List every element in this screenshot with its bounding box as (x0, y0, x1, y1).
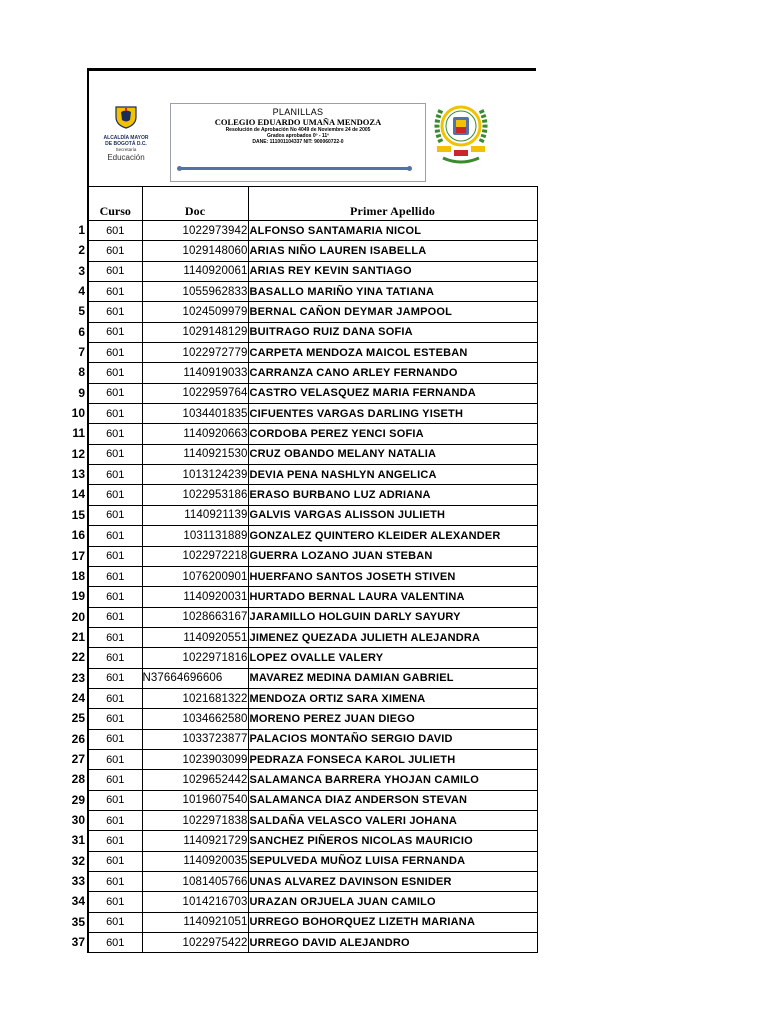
row-number: 24 (71, 690, 85, 705)
doc-cell: 1140921051 (142, 912, 248, 932)
row-number: 17 (71, 548, 85, 563)
row-number: 26 (71, 731, 85, 746)
table-row (88, 831, 537, 851)
logo-text-line4: Educación (107, 153, 145, 162)
doc-cell: 1023903099 (142, 749, 248, 769)
table-header-row (88, 187, 537, 221)
table-row (88, 648, 537, 668)
name-cell: URAZAN ORJUELA JUAN CAMILO (248, 892, 537, 912)
doc-cell: 1140919033 (142, 363, 248, 383)
doc-cell: N37664696606 (142, 668, 248, 688)
name-cell: LOPEZ OVALLE VALERY (248, 648, 537, 668)
table-row (88, 546, 537, 566)
table-row (88, 424, 537, 444)
curso-cell: 601 (88, 831, 142, 851)
column-header-apellido: Primer Apellido (248, 187, 537, 221)
row-number: 7 (78, 345, 85, 360)
name-cell: BUITRAGO RUIZ DANA SOFIA (248, 322, 537, 342)
curso-cell: 601 (88, 322, 142, 342)
name-cell: JARAMILLO HOLGUIN DARLY SAYURY (248, 607, 537, 627)
table-row (88, 872, 537, 892)
curso-cell: 601 (88, 424, 142, 444)
curso-cell: 601 (88, 302, 142, 322)
doc-cell: 1033723877 (142, 729, 248, 749)
row-number: 9 (78, 385, 85, 400)
row-number: 33 (71, 874, 85, 888)
curso-cell: 601 (88, 241, 142, 261)
row-number: 4 (78, 284, 85, 299)
name-cell: BASALLO MARIÑO YINA TATIANA (248, 282, 537, 302)
row-number: 14 (71, 487, 85, 502)
doc-cell: 1140920035 (142, 851, 248, 871)
name-cell: CARRANZA CANO ARLEY FERNANDO (248, 363, 537, 383)
curso-cell: 601 (88, 363, 142, 383)
doc-cell: 1013124239 (142, 465, 248, 485)
name-cell: CORDOBA PEREZ YENCI SOFIA (248, 424, 537, 444)
table-row (88, 729, 537, 749)
table-row (88, 790, 537, 810)
row-number: 22 (71, 650, 85, 665)
name-cell: MORENO PEREZ JUAN DIEGO (248, 709, 537, 729)
doc-cell: 1055962833 (142, 282, 248, 302)
name-cell: SANCHEZ PIÑEROS NICOLAS MAURICIO (248, 831, 537, 851)
planilla-sheet (87, 68, 536, 953)
curso-cell: 601 (88, 688, 142, 708)
curso-cell: 601 (88, 221, 142, 241)
row-number: 25 (71, 711, 85, 726)
name-cell: HUERFANO SANTOS JOSETH STIVEN (248, 566, 537, 586)
doc-cell: 1034662580 (142, 709, 248, 729)
name-cell: PALACIOS MONTAÑO SERGIO DAVID (248, 729, 537, 749)
name-cell: ALFONSO SANTAMARIA NICOL (248, 221, 537, 241)
name-cell: SEPULVEDA MUÑOZ LUISA FERNANDA (248, 851, 537, 871)
row-number: 2 (78, 243, 85, 258)
name-cell: GONZALEZ QUINTERO KLEIDER ALEXANDER (248, 526, 537, 546)
table-row (88, 810, 537, 830)
title-box (170, 103, 426, 182)
row-number: 29 (71, 792, 85, 807)
doc-cell: 1034401835 (142, 404, 248, 424)
row-number: 5 (78, 304, 85, 319)
doc-cell: 1140921139 (142, 505, 248, 525)
curso-cell: 601 (88, 444, 142, 464)
row-number: 21 (71, 629, 85, 644)
row-number: 12 (71, 446, 85, 461)
table-row (88, 465, 537, 485)
doc-cell: 1022975422 (142, 933, 248, 953)
logo-text-line1: ALCALDÍA MAYOR (103, 135, 149, 141)
doc-cell: 1029148060 (142, 241, 248, 261)
name-cell: GALVIS VARGAS ALISSON JULIETH (248, 505, 537, 525)
decorative-line (179, 167, 410, 170)
table-row (88, 221, 537, 241)
name-cell: DEVIA PENA NASHLYN ANGELICA (248, 465, 537, 485)
curso-cell: 601 (88, 648, 142, 668)
name-cell: SALAMANCA DIAZ ANDERSON STEVAN (248, 790, 537, 810)
doc-cell: 1022971816 (142, 648, 248, 668)
row-number-column (55, 220, 85, 952)
alcaldia-logo (96, 105, 156, 162)
table-row (88, 444, 537, 464)
row-number: 16 (71, 528, 85, 543)
name-cell: MENDOZA ORTIZ SARA XIMENA (248, 688, 537, 708)
row-number: 32 (71, 853, 85, 868)
row-number: 3 (78, 263, 85, 278)
table-row (88, 668, 537, 688)
curso-cell: 601 (88, 404, 142, 424)
name-cell: SALAMANCA BARRERA YHOJAN CAMILO (248, 770, 537, 790)
table-body (88, 221, 537, 953)
doc-cell: 1014216703 (142, 892, 248, 912)
curso-cell: 601 (88, 546, 142, 566)
name-cell: ERASO BURBANO LUZ ADRIANA (248, 485, 537, 505)
table-row (88, 607, 537, 627)
curso-cell: 601 (88, 851, 142, 871)
school-name: COLEGIO EDUARDO UMAÑA MENDOZA (214, 117, 382, 127)
curso-cell: 601 (88, 790, 142, 810)
doc-cell: 1140921530 (142, 444, 248, 464)
row-number: 8 (78, 365, 85, 380)
table-row (88, 343, 537, 363)
doc-cell: 1076200901 (142, 566, 248, 586)
curso-cell: 601 (88, 627, 142, 647)
table-row (88, 770, 537, 790)
doc-cell: 1022953186 (142, 485, 248, 505)
column-header-doc: Doc (142, 187, 248, 221)
table-row (88, 566, 537, 586)
name-cell: HURTADO BERNAL LAURA VALENTINA (248, 587, 537, 607)
row-number: 10 (71, 406, 85, 421)
curso-cell: 601 (88, 872, 142, 892)
table-row (88, 749, 537, 769)
curso-cell: 601 (88, 749, 142, 769)
row-number: 27 (71, 751, 85, 766)
resolution-text: Resolución de Aprobación No 4049 de Noviembre 24 de 2005 (225, 127, 371, 133)
doc-cell: 1022972218 (142, 546, 248, 566)
table-row (88, 627, 537, 647)
row-number: 30 (71, 812, 85, 827)
table-row (88, 322, 537, 342)
row-number: 31 (71, 833, 85, 848)
row-number: 15 (71, 507, 85, 522)
name-cell: GUERRA LOZANO JUAN STEBAN (248, 546, 537, 566)
doc-cell: 1140920061 (142, 261, 248, 281)
table-row (88, 933, 537, 953)
doc-cell: 1024509979 (142, 302, 248, 322)
doc-cell: 1021681322 (142, 688, 248, 708)
row-number: 19 (71, 589, 85, 604)
row-number: 28 (71, 772, 85, 787)
doc-cell: 1029148129 (142, 322, 248, 342)
name-cell: ARIAS NIÑO LAUREN ISABELLA (248, 241, 537, 261)
name-cell: SALDAÑA VELASCO VALERI JOHANA (248, 810, 537, 830)
table-row (88, 892, 537, 912)
doc-cell: 1031131889 (142, 526, 248, 546)
table-row (88, 505, 537, 525)
column-header-curso: Curso (88, 187, 142, 221)
table-row (88, 485, 537, 505)
row-number: 1 (78, 223, 85, 237)
table-row (88, 363, 537, 383)
grades-text: Grados aprobados 0º - 11º (266, 133, 329, 139)
document-title: PLANILLAS (272, 107, 324, 117)
name-cell: ARIAS REY KEVIN SANTIAGO (248, 261, 537, 281)
table-row (88, 587, 537, 607)
doc-cell: 1081405766 (142, 872, 248, 892)
curso-cell: 601 (88, 505, 142, 525)
curso-cell: 601 (88, 282, 142, 302)
name-cell: URREGO BOHORQUEZ LIZETH MARIANA (248, 912, 537, 932)
name-cell: BERNAL CAÑON DEYMAR JAMPOOL (248, 302, 537, 322)
doc-cell: 1029652442 (142, 770, 248, 790)
name-cell: URREGO DAVID ALEJANDRO (248, 933, 537, 953)
row-number: 37 (71, 935, 85, 950)
table-row (88, 688, 537, 708)
name-cell: MAVAREZ MEDINA DAMIAN GABRIEL (248, 668, 537, 688)
curso-cell: 601 (88, 566, 142, 586)
name-cell: CARPETA MENDOZA MAICOL ESTEBAN (248, 343, 537, 363)
doc-cell: 1140921729 (142, 831, 248, 851)
doc-cell: 1022959764 (142, 383, 248, 403)
doc-cell: 1022972779 (142, 343, 248, 363)
curso-cell: 601 (88, 485, 142, 505)
row-number: 13 (71, 467, 85, 482)
curso-cell: 601 (88, 729, 142, 749)
curso-cell: 601 (88, 261, 142, 281)
row-number: 20 (71, 609, 85, 624)
row-number: 6 (78, 324, 85, 339)
table-row (88, 709, 537, 729)
curso-cell: 601 (88, 383, 142, 403)
logo-text-line2: DE BOGOTÁ D.C. (105, 140, 147, 147)
table-row (88, 302, 537, 322)
doc-cell: 1022973942 (142, 221, 248, 241)
table-row (88, 282, 537, 302)
student-table (87, 186, 538, 953)
table-row (88, 383, 537, 403)
curso-cell: 601 (88, 607, 142, 627)
curso-cell: 601 (88, 810, 142, 830)
curso-cell: 601 (88, 770, 142, 790)
row-number: 23 (71, 670, 85, 685)
name-cell: JIMENEZ QUEZADA JULIETH ALEJANDRA (248, 627, 537, 647)
doc-cell: 1140920663 (142, 424, 248, 444)
table-row (88, 241, 537, 261)
curso-cell: 601 (88, 587, 142, 607)
curso-cell: 601 (88, 343, 142, 363)
table-row (88, 526, 537, 546)
doc-cell: 1022971838 (142, 810, 248, 830)
curso-cell: 601 (88, 709, 142, 729)
doc-cell: 1028663167 (142, 607, 248, 627)
table-row (88, 261, 537, 281)
row-number: 11 (72, 426, 85, 441)
name-cell: PEDRAZA FONSECA KAROL JULIETH (248, 749, 537, 769)
curso-cell: 601 (88, 892, 142, 912)
row-number: 34 (71, 894, 85, 909)
curso-cell: 601 (88, 465, 142, 485)
row-number: 18 (71, 568, 85, 583)
curso-cell: 601 (88, 668, 142, 688)
curso-cell: 601 (88, 912, 142, 932)
logo-text-line3: Secretaría (115, 147, 137, 152)
curso-cell: 601 (88, 526, 142, 546)
curso-cell: 601 (88, 933, 142, 953)
name-cell: UNAS ALVAREZ DAVINSON ESNIDER (248, 872, 537, 892)
table-row (88, 912, 537, 932)
doc-cell: 1140920031 (142, 587, 248, 607)
name-cell: CASTRO VELASQUEZ MARIA FERNANDA (248, 383, 537, 403)
dane-text: DANE: 111001104337 NIT: 900060722-0 (252, 139, 344, 145)
doc-cell: 1019607540 (142, 790, 248, 810)
row-number: 35 (71, 914, 85, 929)
name-cell: CRUZ OBANDO MELANY NATALIA (248, 444, 537, 464)
doc-cell: 1140920551 (142, 627, 248, 647)
name-cell: CIFUENTES VARGAS DARLING YISETH (248, 404, 537, 424)
table-row (88, 851, 537, 871)
sheet-header (87, 68, 536, 186)
school-seal-icon (431, 98, 491, 168)
table-row (88, 404, 537, 424)
bogota-shield-icon (113, 105, 139, 129)
